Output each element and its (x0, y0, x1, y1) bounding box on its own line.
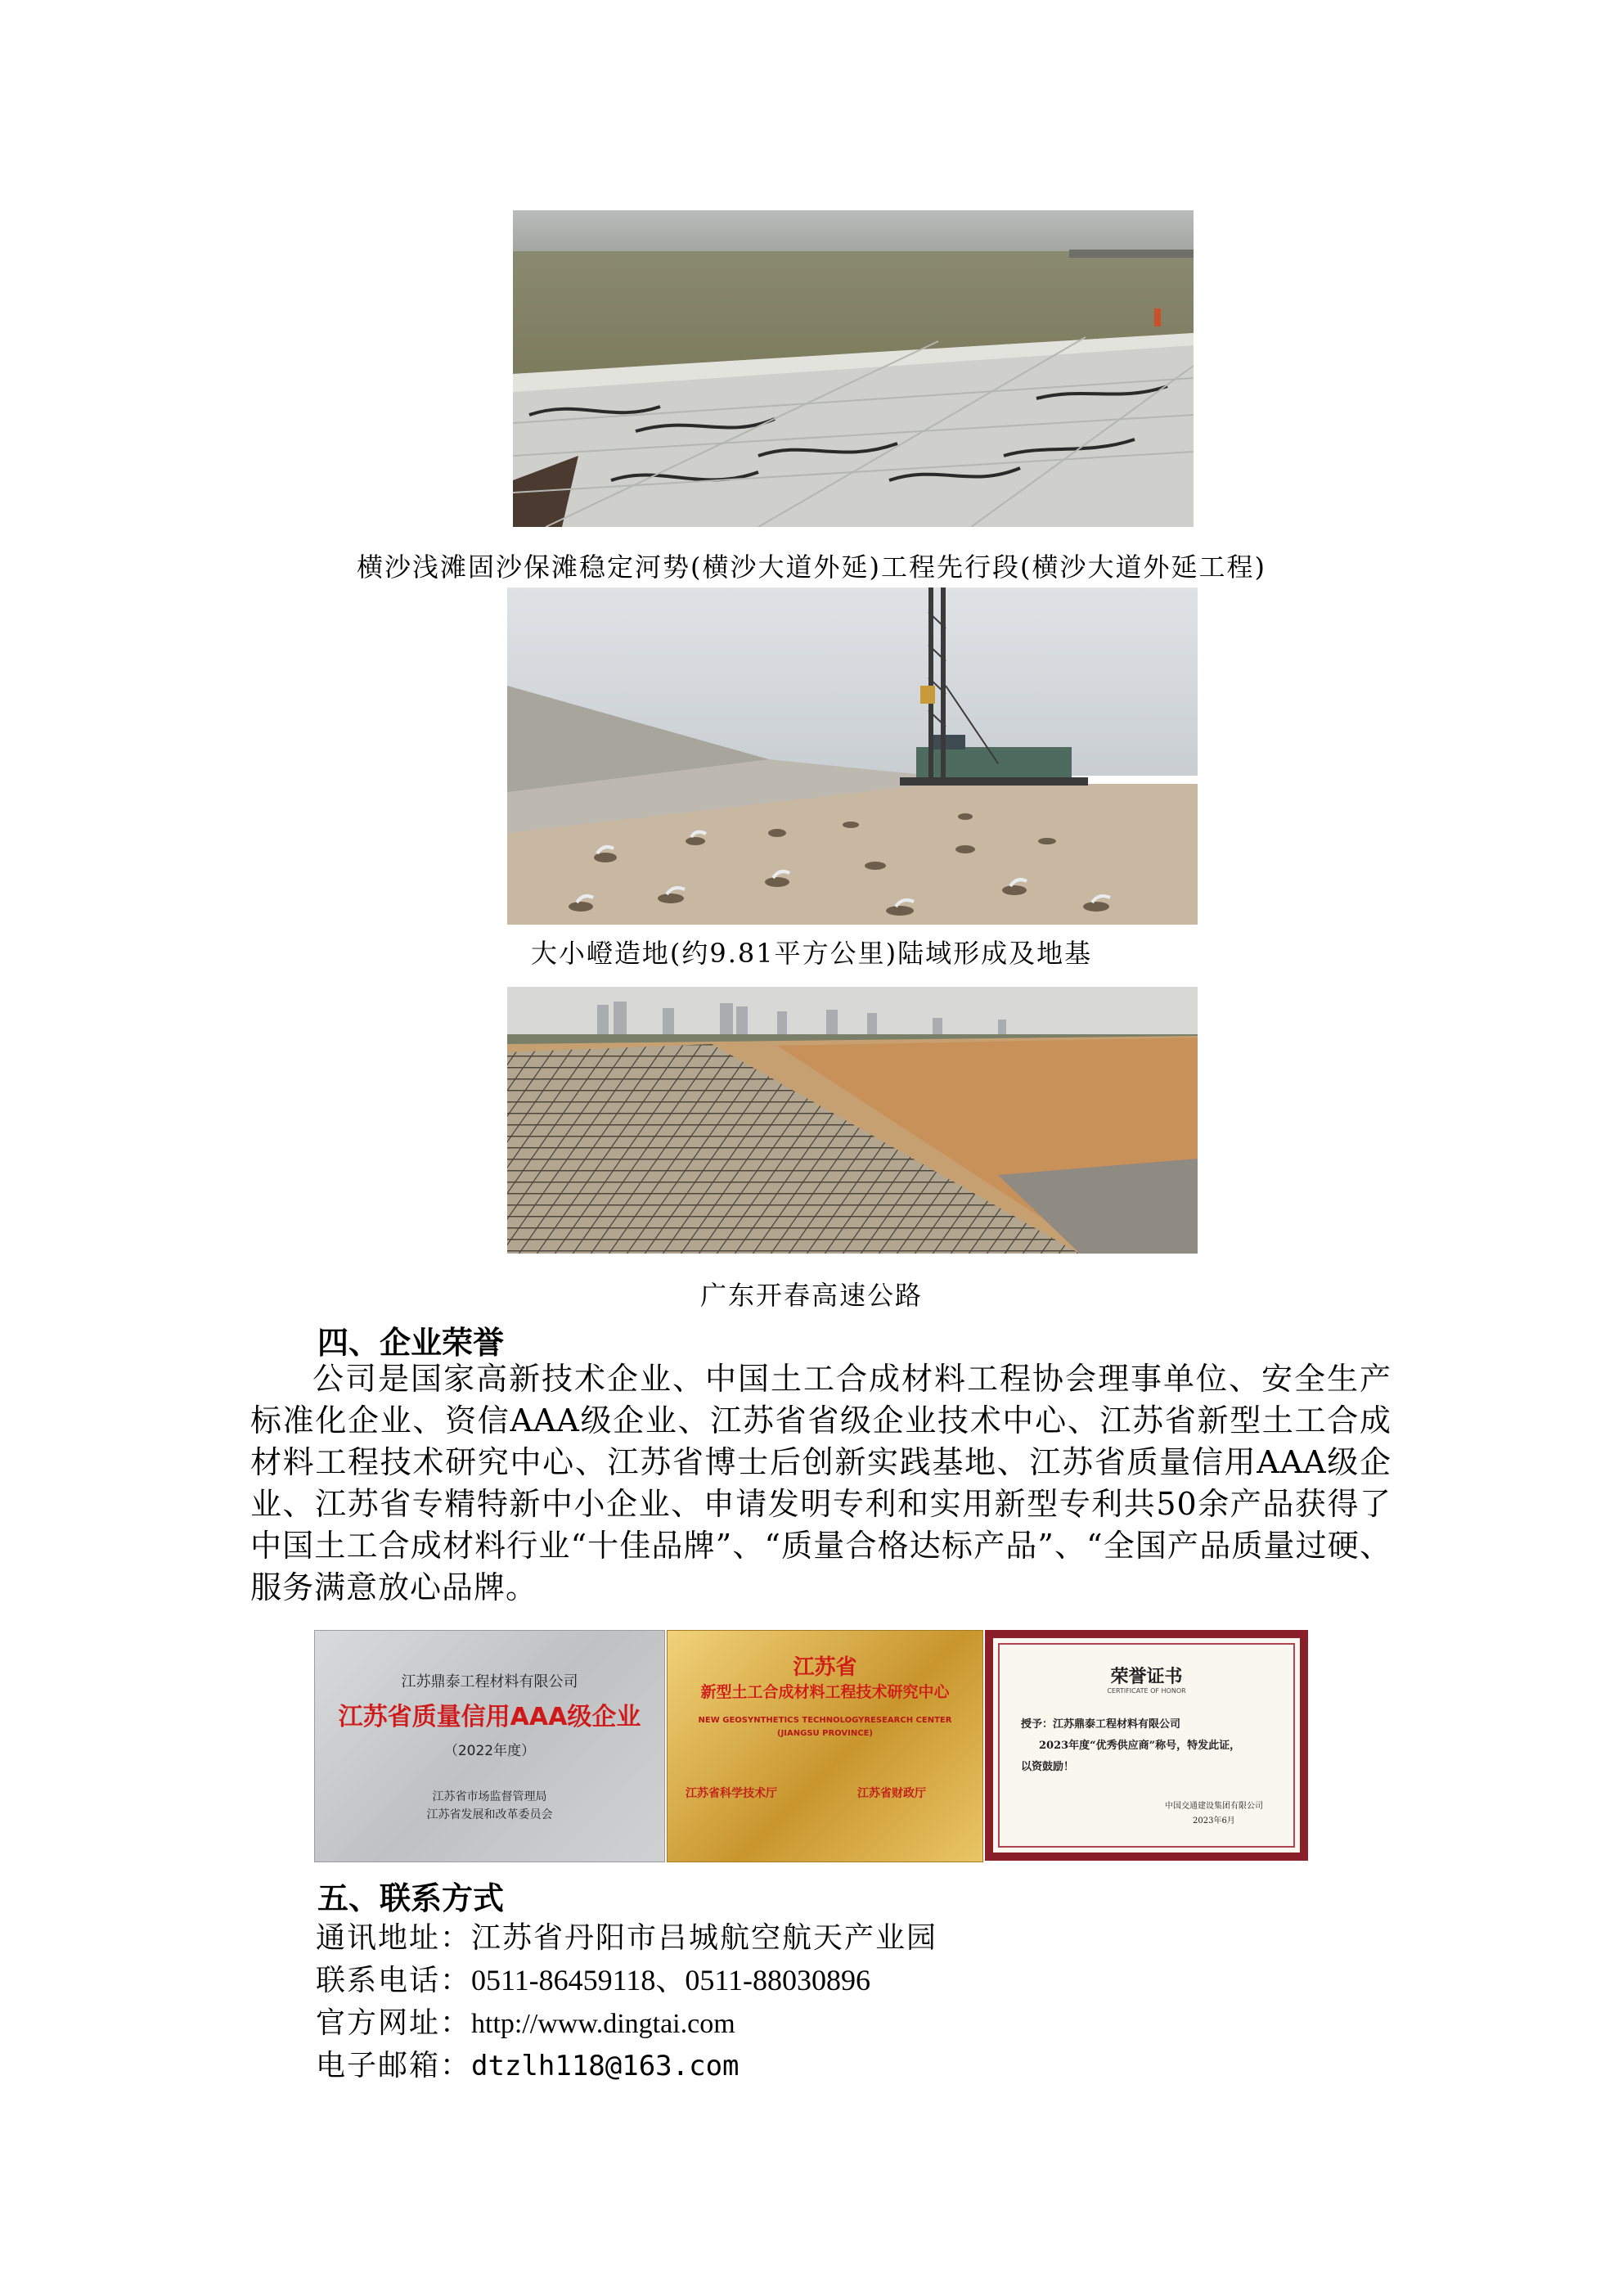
cert2-issuer1: 江苏省科学技术厅 (686, 1787, 777, 1800)
cert1-title: 江苏省质量信用AAA级企业 (338, 1703, 641, 1731)
cert2-english1: NEW GEOSYNTHETICS TECHNOLOGYRESEARCH CENTER (698, 1716, 952, 1725)
website-link[interactable]: http://www.dingtai.com (471, 2009, 735, 2039)
contact-address (316, 1915, 937, 1956)
address-value: 江苏省丹阳市吕城航空航天产业园 (471, 1921, 938, 1955)
cert3-issuer: 中国交通建设集团有限公司 (1165, 1802, 1263, 1811)
phone-value: 0511-86459118、0511-88030896 (471, 1964, 870, 1997)
phone-label: 联系电话： (316, 1964, 472, 1997)
cert2-english2: (JIANGSU PROVINCE) (777, 1729, 873, 1738)
photo-2-caption: 大小嶝造地(约9.81平方公里)陆域形成及地基 (530, 938, 1093, 969)
website-label: 官方网址： (316, 2006, 472, 2040)
photo-expressway-geogrid (507, 987, 1198, 1254)
photo-3-caption: 广东开春高速公路 (699, 1280, 923, 1311)
cert3-line3: 以资鼓励！ (1021, 1761, 1075, 1773)
cert1-issuer2: 江苏省发展和改革委员会 (426, 1808, 553, 1821)
contact-website (316, 2000, 735, 2042)
contact-email (316, 2042, 740, 2084)
certificate-honor (985, 1630, 1308, 1861)
cert3-subtitle: CERTIFICATE OF HONOR (1107, 1687, 1186, 1695)
photo-beach-geotextile (513, 210, 1194, 527)
photo-land-reclamation (507, 588, 1198, 925)
cert3-line1: 授予：江苏鼎泰工程材料有限公司 (1021, 1718, 1181, 1731)
email-link[interactable]: dtzlh118@163.com (471, 2050, 740, 2082)
cert2-issuer2: 江苏省财政厅 (857, 1787, 926, 1800)
cert1-company: 江苏鼎泰工程材料有限公司 (401, 1673, 578, 1690)
cert3-title: 荣誉证书 (1110, 1666, 1183, 1687)
contact-phone (316, 1957, 870, 1999)
cert3-line2: 2023年度“优秀供应商”称号，特发此证， (1039, 1740, 1241, 1752)
address-label: 通讯地址： (316, 1921, 472, 1955)
cert2-province: 江苏省 (793, 1655, 857, 1680)
certificate-research-center (667, 1630, 983, 1862)
certificate-quality-credit (314, 1630, 665, 1862)
section-heading-honors: 四、企业荣誉 (317, 1324, 505, 1361)
honors-paragraph (250, 1358, 1391, 1609)
section-heading-contact: 五、联系方式 (317, 1880, 505, 1916)
honors-paragraph-text: 公司是国家高新技术企业、中国土工合成材料工程协会理事单位、安全生产标准化企业、资信AAA级企业、江苏省省级企业技术中心、江苏省新型土工合成材料工程技术研究中心、江苏省博士后创新实践基地、江苏省质量信用AAA级企业、江苏省专精特新中小企业、申请发明专利和实用新型专利共50余产品获得了中国土工合成材料行业“十佳品牌”、“质量合格达标产品”、“全国产品质量过硬、服务满意放心品牌。 (250, 1361, 1391, 1605)
cert1-year: （2022年度） (443, 1743, 536, 1759)
photo-1-caption: 横沙浅滩固沙保滩稳定河势(横沙大道外延)工程先行段(横沙大道外延工程) (357, 551, 1266, 583)
cert1-issuer1: 江苏省市场监督管理局 (432, 1790, 547, 1803)
cert3-date: 2023年6月 (1193, 1817, 1235, 1826)
cert2-title: 新型土工合成材料工程技术研究中心 (700, 1683, 950, 1701)
email-label: 电子邮箱： (316, 2049, 472, 2082)
